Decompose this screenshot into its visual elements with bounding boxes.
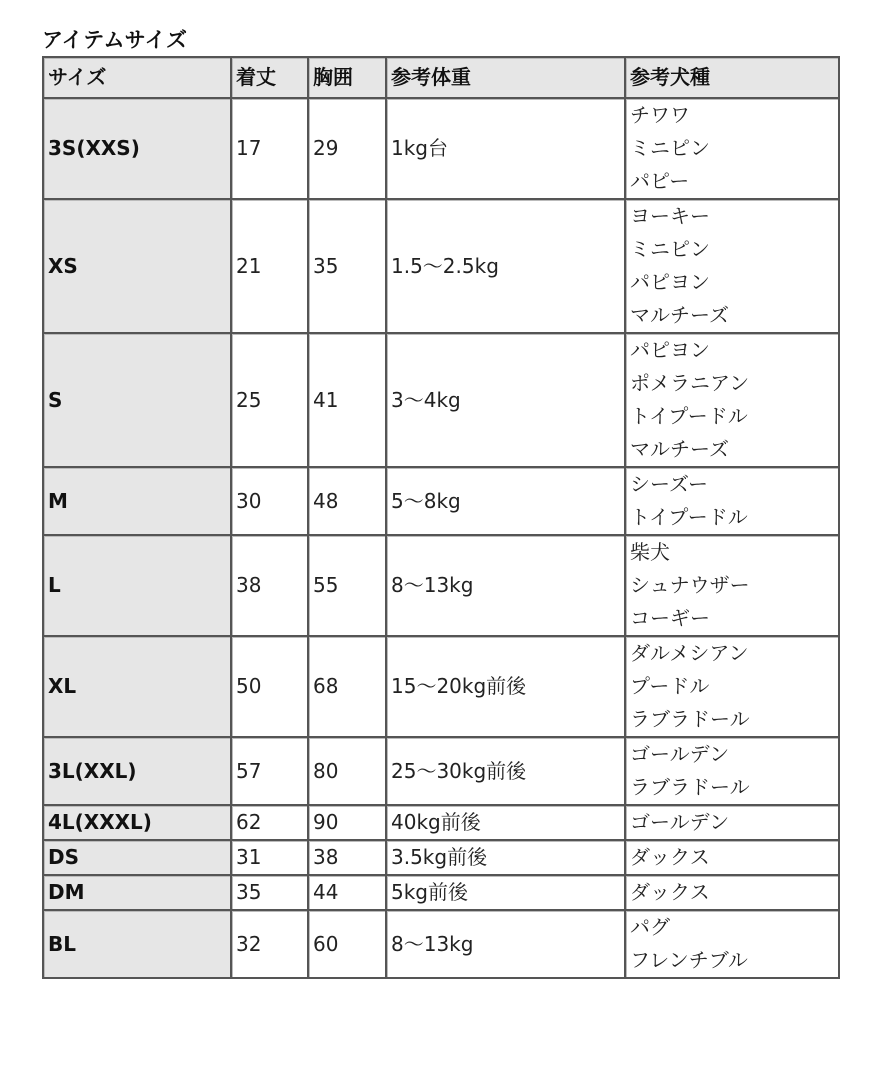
header-row <box>44 58 840 99</box>
breed-list <box>630 911 834 977</box>
length-cell: 21 <box>232 200 309 334</box>
breeds-cell <box>626 911 840 979</box>
size-cell: DS <box>44 841 232 876</box>
table-row <box>44 738 840 806</box>
breed-list <box>630 806 834 839</box>
chest-cell: 35 <box>309 200 387 334</box>
chest-cell: 41 <box>309 334 387 468</box>
header-chest: 胸囲 <box>309 58 387 99</box>
weight-cell: 5〜8kg <box>387 468 626 536</box>
chest-cell: 80 <box>309 738 387 806</box>
size-cell: DM <box>44 876 232 911</box>
weight-cell: 1.5〜2.5kg <box>387 200 626 334</box>
breed-item: ミニピン <box>630 237 710 261</box>
breed-list <box>630 468 834 534</box>
breed-item: パピー <box>630 169 690 193</box>
breed-list <box>630 536 834 635</box>
breed-item: ダックス <box>630 880 710 904</box>
table-row <box>44 334 840 468</box>
length-cell: 30 <box>232 468 309 536</box>
length-cell: 32 <box>232 911 309 979</box>
breed-item: シーズー <box>630 472 708 496</box>
weight-cell: 40kg前後 <box>387 806 626 841</box>
breed-list <box>630 99 834 198</box>
breed-item: ミニピン <box>630 136 710 160</box>
size-cell: 4L(XXXL) <box>44 806 232 841</box>
breed-item: フレンチブル <box>630 948 748 972</box>
table-row <box>44 876 840 911</box>
breed-item: マルチーズ <box>630 303 729 327</box>
breeds-cell <box>626 536 840 637</box>
breeds-cell <box>626 468 840 536</box>
breeds-cell <box>626 806 840 841</box>
size-cell: S <box>44 334 232 468</box>
breed-item: チワワ <box>630 103 690 127</box>
table-row <box>44 468 840 536</box>
breed-item: ポメラニアン <box>630 371 750 395</box>
table-row <box>44 841 840 876</box>
breed-list <box>630 637 834 736</box>
size-cell: L <box>44 536 232 637</box>
breed-item: トイプードル <box>630 505 748 529</box>
page-title: アイテムサイズ <box>42 28 188 52</box>
header-weight: 参考体重 <box>387 58 626 99</box>
breed-item: ヨーキー <box>630 204 710 228</box>
chest-cell: 60 <box>309 911 387 979</box>
weight-cell: 15〜20kg前後 <box>387 637 626 738</box>
breed-list <box>630 738 834 804</box>
table-row <box>44 806 840 841</box>
chest-cell: 55 <box>309 536 387 637</box>
breed-item: マルチーズ <box>630 437 729 461</box>
breed-item: ラブラドール <box>630 707 750 731</box>
chest-cell: 29 <box>309 99 387 200</box>
table-row <box>44 637 840 738</box>
breed-list <box>630 334 834 466</box>
weight-cell: 3.5kg前後 <box>387 841 626 876</box>
weight-cell: 5kg前後 <box>387 876 626 911</box>
chest-cell: 90 <box>309 806 387 841</box>
breed-item: シュナウザー <box>630 573 750 597</box>
chest-cell: 48 <box>309 468 387 536</box>
breed-item: ダルメシアン <box>630 641 749 665</box>
table-row <box>44 99 840 200</box>
breed-item: パグ <box>630 915 670 939</box>
breeds-cell <box>626 841 840 876</box>
breeds-cell <box>626 200 840 334</box>
breeds-cell <box>626 637 840 738</box>
weight-cell: 25〜30kg前後 <box>387 738 626 806</box>
length-cell: 50 <box>232 637 309 738</box>
breed-item: ラブラドール <box>630 775 750 799</box>
table-body <box>44 99 840 979</box>
breed-item: パピヨン <box>630 338 710 362</box>
table-row <box>44 911 840 979</box>
header-length: 着丈 <box>232 58 309 99</box>
size-cell: M <box>44 468 232 536</box>
breed-item: コーギー <box>630 606 710 630</box>
weight-cell: 1kg台 <box>387 99 626 200</box>
table-row <box>44 200 840 334</box>
breed-list <box>630 876 834 909</box>
header-size: サイズ <box>44 58 232 99</box>
breed-list <box>630 200 834 332</box>
breeds-cell <box>626 334 840 468</box>
breed-item: 柴犬 <box>630 540 670 564</box>
weight-cell: 3〜4kg <box>387 334 626 468</box>
breed-item: ダックス <box>630 845 710 869</box>
length-cell: 57 <box>232 738 309 806</box>
length-cell: 38 <box>232 536 309 637</box>
chest-cell: 44 <box>309 876 387 911</box>
size-cell: 3L(XXL) <box>44 738 232 806</box>
length-cell: 25 <box>232 334 309 468</box>
length-cell: 62 <box>232 806 309 841</box>
breed-item: ゴールデン <box>630 742 730 766</box>
size-cell: BL <box>44 911 232 979</box>
weight-cell: 8〜13kg <box>387 911 626 979</box>
breeds-cell <box>626 99 840 200</box>
breeds-cell <box>626 738 840 806</box>
breed-item: ゴールデン <box>630 810 730 834</box>
chest-cell: 68 <box>309 637 387 738</box>
length-cell: 35 <box>232 876 309 911</box>
breed-list <box>630 841 834 874</box>
length-cell: 17 <box>232 99 309 200</box>
breed-item: パピヨン <box>630 270 710 294</box>
breeds-cell <box>626 876 840 911</box>
length-cell: 31 <box>232 841 309 876</box>
table-row <box>44 536 840 637</box>
chest-cell: 38 <box>309 841 387 876</box>
size-cell: XL <box>44 637 232 738</box>
breed-item: トイプードル <box>630 404 748 428</box>
size-cell: XS <box>44 200 232 334</box>
breed-item: プードル <box>630 674 710 698</box>
weight-cell: 8〜13kg <box>387 536 626 637</box>
header-breeds: 参考犬種 <box>626 58 840 99</box>
size-cell: 3S(XXS) <box>44 99 232 200</box>
size-table <box>42 56 840 979</box>
